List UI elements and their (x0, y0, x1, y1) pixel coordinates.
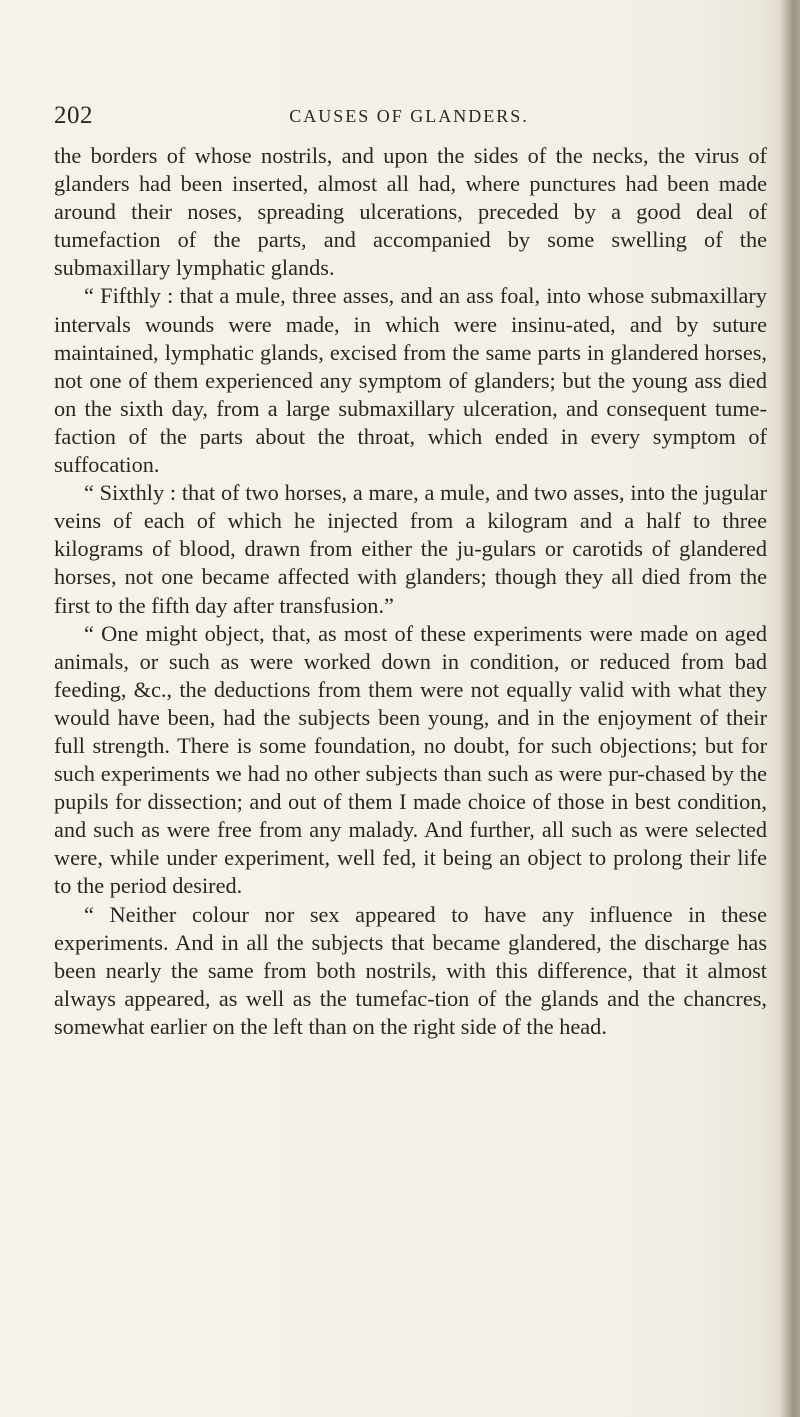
paragraph-objection: “ One might object, that, as most of these experiments were made on aged animals, or such as were worked down in condition, or reduced from bad feeding, &c., the deductions from them were not equally valid with what they would have been, had the subjects been young, and in the enjoyment of their full strength. There is some foundation, no doubt, for such objections; but for such experiments we had no other subjects than such as were pur-chased by the pupils for dissection; and out of them I made choice of those in best condition, and such as were free from any malady. And further, all such as were selected were, while under experiment, well fed, it being an object to prolong their life to the period desired. (54, 620, 767, 899)
running-head: CAUSES OF GLANDERS. (289, 106, 529, 126)
page-binding-edge (778, 0, 800, 1417)
page-header (54, 102, 754, 136)
paragraph-continuation: the borders of whose nostrils, and upon the sides of the necks, the virus of glanders had been inserted, almost all had, where punctures had been made around their noses, spreading ulcerations, preceded by a good deal of tumefaction of the parts, and accompanied by some swelling of the submaxillary lymphatic glands. (54, 143, 767, 281)
page-number: 202 (54, 102, 93, 129)
paragraph-colour-sex: “ Neither colour nor sex appeared to have any influence in these experiments. And in all the subjects that became glandered, the discharge has been nearly the same from both nostrils, with this difference, that it almost always appeared, as well as the tumefac-tion of the glands and the chancres, somewhat earlier on the left than on the right side of the head. (54, 901, 767, 1039)
paragraph-fifthly: “ Fifthly : that a mule, three asses, and an ass foal, into whose submaxillary intervals wounds were made, in which were insinu-ated, and by suture maintained, lymphatic glands, excised from the same parts in glandered horses, not one of them experienced any symptom of glanders; but the young ass died on the sixth day, from a large submaxillary ulceration, and consequent tume-faction of the parts about the throat, which ended in every symptom of suffocation. (54, 283, 767, 478)
body-text (54, 142, 767, 1041)
paragraph-sixthly: “ Sixthly : that of two horses, a mare, a mule, and two asses, into the jugular veins of each of which he injected from a kilogram and a half to three kilograms of blood, drawn from either the ju-gulars or carotids of glandered horses, not one became affected with glanders; though they all died from the first to the fifth day after transfusion.” (54, 480, 767, 618)
